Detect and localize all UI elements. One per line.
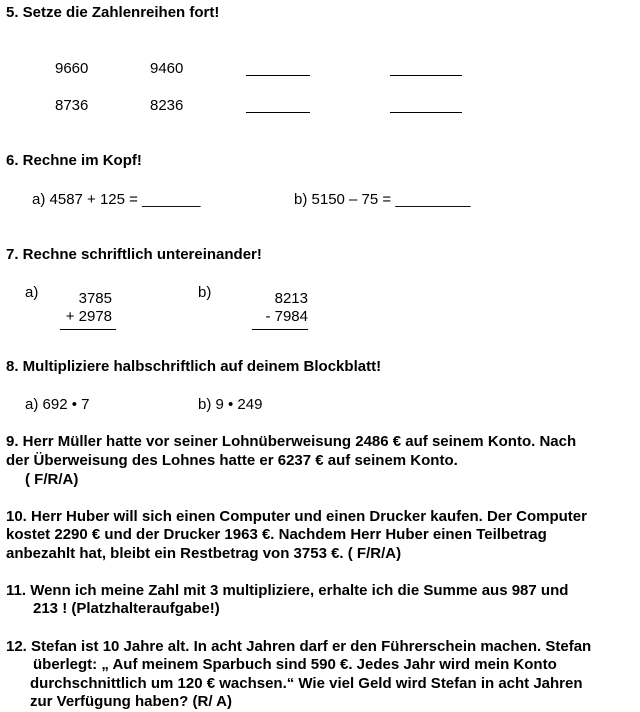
task7-a-top: 3785: [78, 290, 112, 307]
task10-line2: kostet 2290 € und der Drucker 1963 €. Nachdem Herr Huber einen Teilbetrag: [6, 526, 547, 543]
task7-a-label: a): [25, 284, 39, 301]
task5-row1-blank1: [246, 75, 310, 76]
task12-line3: durchschnittlich um 120 € wachsen.“ Wie viel Geld wird Stefan in acht Jahren: [30, 675, 583, 692]
task7-b-difference-line: [252, 329, 308, 330]
task5-row1-number1: 9660: [55, 60, 89, 77]
task11-line2: 213 ! (Platzhalteraufgabe!): [33, 600, 220, 617]
task12-line4: zur Verfügung haben? (R/ A): [30, 693, 232, 710]
task7-a-sum-line: [60, 329, 116, 330]
task10-line3: anbezahlt hat, bleibt ein Restbetrag von 3753 €. ( F/R/A): [6, 545, 402, 562]
task6-b: b) 5150 – 75 = _________: [294, 191, 471, 208]
task5-row1-number2: 9460: [150, 60, 184, 77]
task12-line2: überlegt: „ Auf meinem Sparbuch sind 590 €. Jedes Jahr wird mein Konto: [33, 656, 557, 673]
task7-b-top: 8213: [274, 290, 308, 307]
task11-line1: 11. Wenn ich meine Zahl mit 3 multipliziere, erhalte ich die Summe aus 987 und: [6, 582, 569, 599]
task9-line2: der Überweisung des Lohnes hatte er 6237 € auf seinem Konto.: [6, 452, 458, 469]
task9-line3: ( F/R/A): [25, 471, 79, 488]
task5-row1-blank2: [390, 75, 462, 76]
task5-row2-number1: 8736: [55, 97, 89, 114]
task6-heading: 6. Rechne im Kopf!: [6, 152, 142, 169]
task7-b-bottom: - 7984: [265, 308, 308, 325]
task8-a: a) 692 • 7: [25, 396, 90, 413]
task5-row2-number2: 8236: [150, 97, 184, 114]
task6-a: a) 4587 + 125 = _______: [32, 191, 201, 208]
task7-heading: 7. Rechne schriftlich untereinander!: [6, 246, 262, 263]
task5-heading: 5. Setze die Zahlenreihen fort!: [6, 4, 220, 21]
task5-row2-blank2: [390, 112, 462, 113]
task8-heading: 8. Multipliziere halbschriftlich auf deinem Blockblatt!: [6, 358, 382, 375]
task10-line1: 10. Herr Huber will sich einen Computer und einen Drucker kaufen. Der Computer: [6, 508, 587, 525]
task7-a-bottom: + 2978: [65, 308, 112, 325]
task9-line1: 9. Herr Müller hatte vor seiner Lohnüberweisung 2486 € auf seinem Konto. Nach: [6, 433, 577, 450]
task7-b-label: b): [198, 284, 212, 301]
task12-line1: 12. Stefan ist 10 Jahre alt. In acht Jahren darf er den Führerschein machen. Stefan: [6, 638, 592, 655]
task8-b: b) 9 • 249: [198, 396, 263, 413]
task5-row2-blank1: [246, 112, 310, 113]
